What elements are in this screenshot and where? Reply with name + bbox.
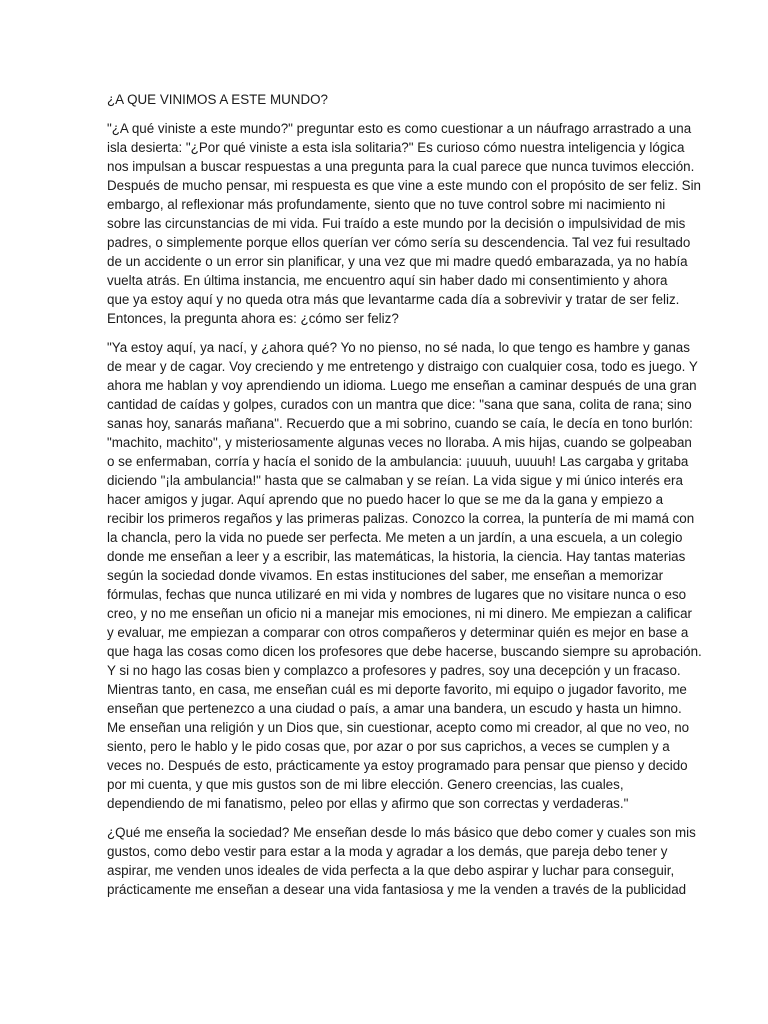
text-line: y evaluar, me empiezan a comparar con otros compañeros y determinar quién es mejor en base a	[107, 625, 689, 640]
text-line: aspirar, me venden unos ideales de vida perfecta a la que debo aspirar y luchar para conseguir,	[107, 863, 675, 878]
text-line: de un accidente o un error sin planificar, y una vez que mi madre quedó embarazada, ya no había	[107, 254, 688, 269]
text-line: gustos, como debo vestir para estar a la moda y agradar a los demás, que pareja debo tener y	[107, 844, 668, 859]
text-line: nos impulsan a buscar respuestas a una pregunta para la cual parece que nunca tuvimos elección.	[107, 159, 695, 174]
body-paragraph	[107, 338, 702, 813]
text-line: que ya estoy aquí y no queda otra más que levantarme cada día a sobrevivir y tratar de ser feliz.	[107, 292, 680, 307]
text-line: ahora me hablan y voy aprendiendo un idioma. Luego me enseñan a caminar después de una gran	[107, 378, 697, 393]
text-line: fórmulas, fechas que nunca utilizaré en mi vida y nombres de lugares que no visitare nunca o eso	[107, 587, 687, 602]
text-line: siento, pero le hablo y le pido cosas que, por azar o por sus caprichos, a veces se cumplen y a	[107, 739, 670, 754]
text-line: de mear y de cagar. Voy creciendo y me entretengo y distraigo con cualquier cosa, todo es juego. Y	[107, 359, 698, 374]
text-line: donde me enseñan a leer y a escribir, las matemáticas, la historia, la ciencia. Hay tantas materias	[107, 549, 686, 564]
body-paragraph	[107, 119, 701, 328]
text-line: "¿A qué viniste a este mundo?" preguntar esto es como cuestionar a un náufrago arrastrado a una	[107, 121, 692, 136]
text-line: recibir los primeros regaños y las primeras palizas. Conozco la correa, la puntería de mi mamá con	[107, 511, 695, 526]
text-line: Y si no hago las cosas bien y complazco a profesores y padres, soy una decepción y un fracaso.	[107, 663, 681, 678]
text-line: creo, y no me enseñan un oficio ni a manejar mis emociones, ni mi dinero. Me empiezan a calificar	[107, 606, 693, 621]
text-line: o se enfermaban, corría y hacía el sonido de la ambulancia: ¡uuuuh, uuuuh! Las cargaba y gritaba	[107, 454, 689, 469]
text-line: por mi cuenta, y que mis gustos son de mi libre elección. Genero creencias, las cuales,	[107, 777, 624, 792]
text-line: enseñan que pertenezco a una ciudad o país, a amar una bandera, un escudo y hasta un himno.	[107, 701, 682, 716]
document-page	[107, 90, 702, 909]
text-line: sobre las circunstancias de mi vida. Fui traído a este mundo por la decisión o impulsividad de mis	[107, 216, 686, 231]
text-line: ¿Qué me enseña la sociedad? Me enseñan desde lo más básico que debo comer y cuales son mis	[107, 825, 696, 840]
text-line: embargo, al reflexionar más profundamente, siento que no tuve control sobre mi nacimiento ni	[107, 197, 666, 212]
text-line: Me enseñan una religión y un Dios que, sin cuestionar, acepto como mi creador, al que no veo, no	[107, 720, 690, 735]
document-title: ¿A QUE VINIMOS A ESTE MUNDO?	[107, 92, 328, 107]
body-paragraph	[107, 823, 696, 899]
text-line: isla desierta: "¿Por qué viniste a esta isla solitaria?" Es curioso cómo nuestra inteligencia y lógica	[107, 140, 685, 155]
text-line: que haga las cosas como dicen los profesores que debe hacerse, buscando siempre su aprobación.	[107, 644, 702, 659]
text-line: Después de mucho pensar, mi respuesta es que vine a este mundo con el propósito de ser feliz. Sin	[107, 178, 701, 193]
text-line: cantidad de caídas y golpes, curados con un mantra que dice: "sana que sana, colita de rana; sino	[107, 397, 692, 412]
text-line: sanas hoy, sanarás mañana". Recuerdo que a mi sobrino, cuando se caía, le decía en tono burlón:	[107, 416, 693, 431]
text-line: vuelta atrás. En última instancia, me encuentro aquí sin haber dado mi consentimiento y ahora	[107, 273, 668, 288]
text-line: dependiendo de mi fanatismo, peleo por ellas y afirmo que son correctas y verdaderas."	[107, 796, 629, 811]
document-body	[107, 119, 702, 899]
text-line: según la sociedad donde vivamos. En estas instituciones del saber, me enseñan a memorizar	[107, 568, 664, 583]
text-line: hacer amigos y jugar. Aquí aprendo que no puedo hacer lo que se me da la gana y empiezo a	[107, 492, 664, 507]
text-line: "Ya estoy aquí, ya nací, y ¿ahora qué? Yo no pienso, no sé nada, lo que tengo es hambre y ganas	[107, 340, 690, 355]
text-line: diciendo "¡la ambulancia!" hasta que se calmaban y se reían. La vida sigue y mi único interés era	[107, 473, 683, 488]
text-line: Entonces, la pregunta ahora es: ¿cómo ser feliz?	[107, 311, 399, 326]
text-line: Mientras tanto, en casa, me enseñan cuál es mi deporte favorito, mi equipo o jugador favorito, me	[107, 682, 687, 697]
text-line: padres, o simplemente porque ellos querían ver cómo sería su descendencia. Tal vez fui resultado	[107, 235, 691, 250]
text-line: prácticamente me enseñan a desear una vida fantasiosa y me la venden a través de la publicidad	[107, 882, 687, 897]
text-line: la chancla, pero la vida no puede ser perfecta. Me meten a un jardín, a una escuela, a un colegio	[107, 530, 683, 545]
text-line: veces no. Después de esto, prácticamente ya estoy programado para pensar que pienso y decido	[107, 758, 688, 773]
text-line: "machito, machito", y misteriosamente algunas veces no lloraba. A mis hijas, cuando se golpeaban	[107, 435, 692, 450]
